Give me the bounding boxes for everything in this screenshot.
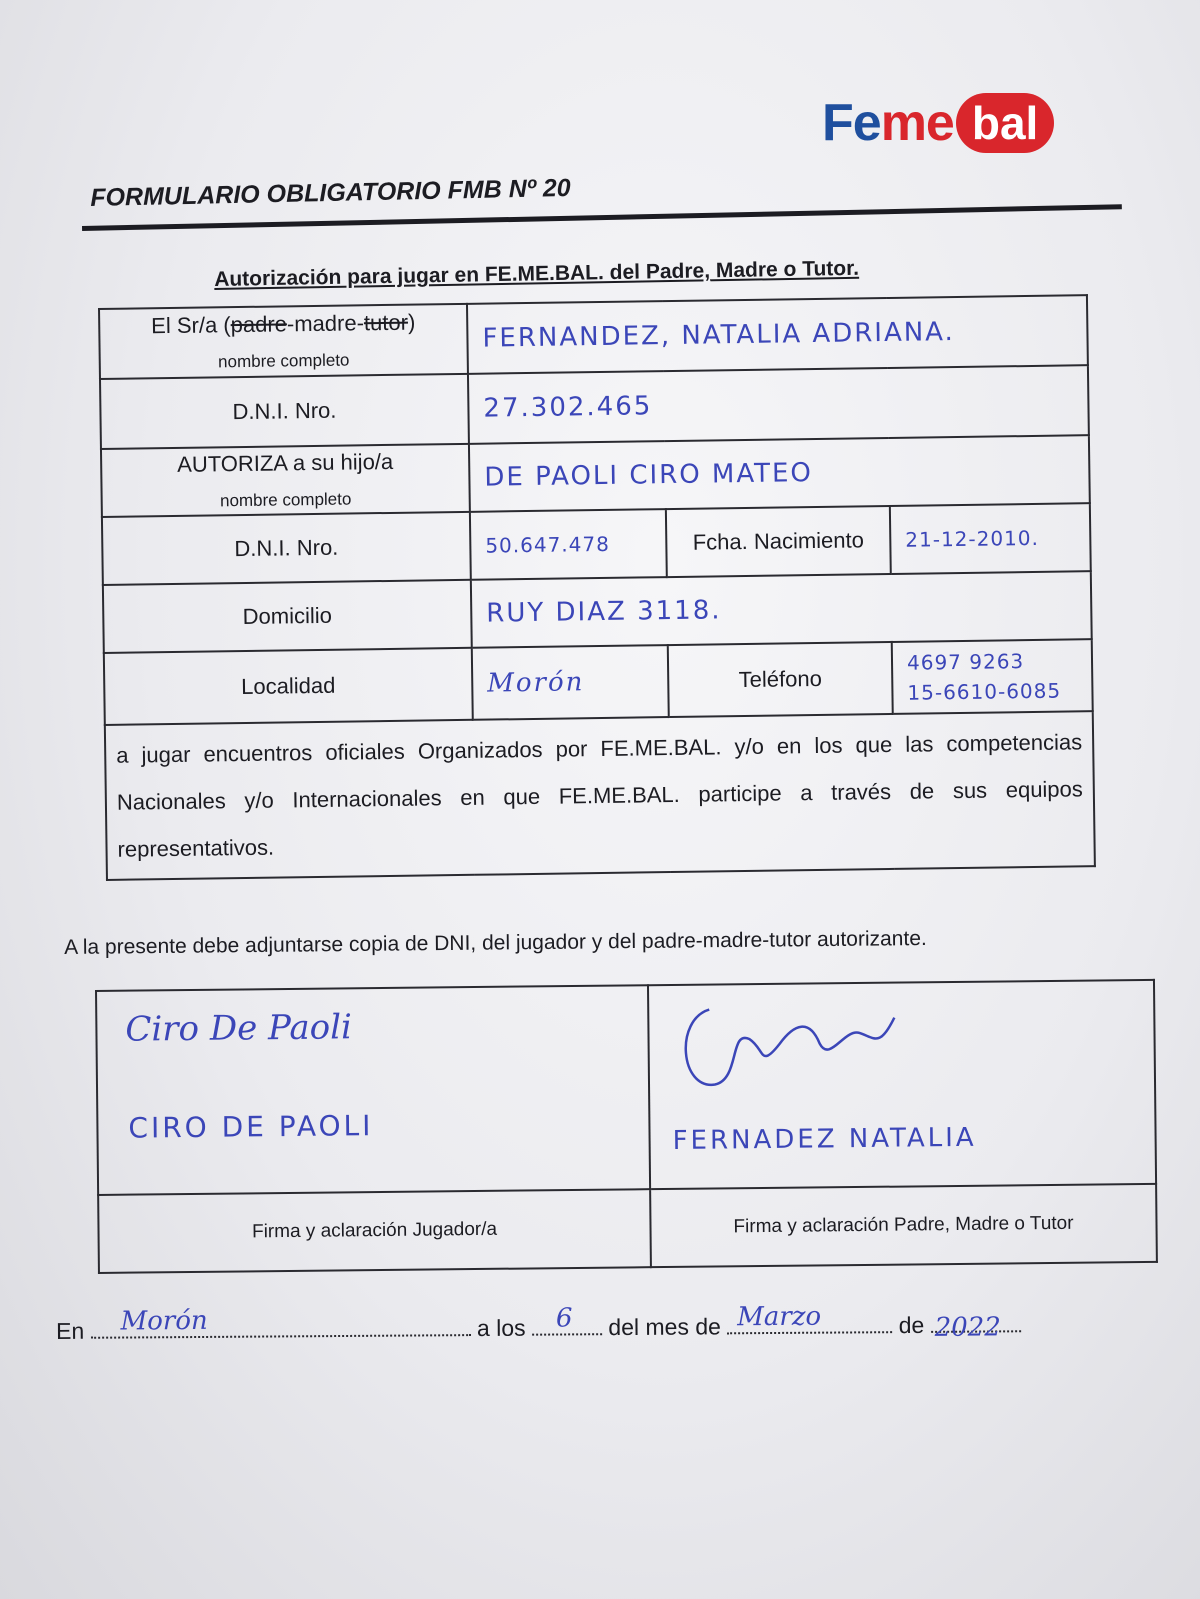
child-dni-field[interactable]: 50.647.478	[470, 509, 667, 580]
attachment-notice: A la presente debe adjuntarse copia de DNI, del jugador y del padre-madre-tutor autorizante.	[64, 926, 927, 959]
full-name-hint: nombre completo	[217, 350, 350, 372]
signature-table	[95, 979, 1158, 1274]
guardian-signature-box[interactable]	[648, 980, 1156, 1189]
logo-text-me: me	[880, 94, 954, 152]
place-field[interactable]	[91, 1305, 471, 1339]
logo-text-fe: Fe	[822, 94, 881, 152]
child-label-cell	[101, 444, 470, 517]
phone-number-1: 4697 9263	[906, 649, 1025, 675]
day-value: 6	[555, 1303, 573, 1334]
player-signature-box[interactable]	[96, 985, 650, 1195]
year-field[interactable]	[931, 1312, 1021, 1343]
a-los-label: a los	[476, 1314, 526, 1342]
day-field[interactable]	[532, 1303, 602, 1335]
femebal-logo	[822, 88, 1054, 158]
phone-number-2: 15-6610-6085	[907, 678, 1062, 705]
guardian-name-field[interactable]: FERNANDEZ, NATALIA ADRIANA.	[467, 295, 1088, 374]
authorization-paragraph: a jugar encuentros oficiales Organizados por FE.ME.BAL. y/o en los que las competencias Nacionales y/o Internacionales en que FE.ME.BAL. participe a través de sus equipos representativos.	[105, 711, 1095, 880]
authorizes-label: AUTORIZA a su hijo/a	[177, 448, 394, 477]
month-value: Marzo	[737, 1301, 822, 1333]
month-label: del mes de	[608, 1313, 721, 1341]
form-title: FORMULARIO OBLIGATORIO FMB Nº 20	[90, 173, 571, 212]
year-label: de	[898, 1311, 925, 1339]
phone-label: Teléfono	[668, 642, 893, 717]
month-field[interactable]	[727, 1301, 892, 1334]
birth-date-field[interactable]: 21-12-2010.	[890, 503, 1091, 574]
guardian-signature-label: Firma y aclaración Padre, Madre o Tutor	[650, 1184, 1157, 1267]
place-value: Morón	[120, 1305, 208, 1337]
player-signature: Ciro De Paoli	[125, 1007, 353, 1050]
child-full-name-hint: nombre completo	[219, 489, 352, 511]
locality-label: Localidad	[104, 648, 473, 725]
phone-field[interactable]	[892, 639, 1093, 714]
guardian-signature-scribble	[669, 987, 910, 1100]
player-signature-label: Firma y aclaración Jugador/a	[98, 1189, 651, 1273]
en-label: En	[56, 1317, 85, 1344]
logo-text-bal: bal	[956, 93, 1054, 153]
year-value: 2022	[934, 1312, 1001, 1343]
guardian-printed-name: FERNADEZ NATALIA	[672, 1122, 977, 1156]
child-dni-label: D.N.I. Nro.	[102, 512, 471, 585]
player-printed-name: CIRO DE PAOLI	[128, 1109, 374, 1145]
guardian-dni-field[interactable]: 27.302.465	[468, 365, 1089, 444]
address-field[interactable]: RUY DIAZ 3118.	[471, 571, 1092, 648]
authorization-table	[98, 294, 1096, 881]
guardian-label-cell	[99, 304, 468, 379]
child-name-field[interactable]: DE PAOLI CIRO MATEO	[469, 435, 1090, 512]
guardian-dni-label: D.N.I. Nro.	[100, 374, 469, 449]
locality-field[interactable]: Morón	[472, 645, 669, 720]
form-subtitle: Autorización para jugar en FE.ME.BAL. del Padre, Madre o Tutor.	[214, 256, 860, 291]
birth-date-label: Fcha. Nacimiento	[666, 506, 891, 577]
guardian-label: El Sr/a (padre-madre-tutor)	[151, 309, 416, 339]
place-date-line	[56, 1301, 1021, 1345]
address-label: Domicilio	[103, 580, 472, 653]
